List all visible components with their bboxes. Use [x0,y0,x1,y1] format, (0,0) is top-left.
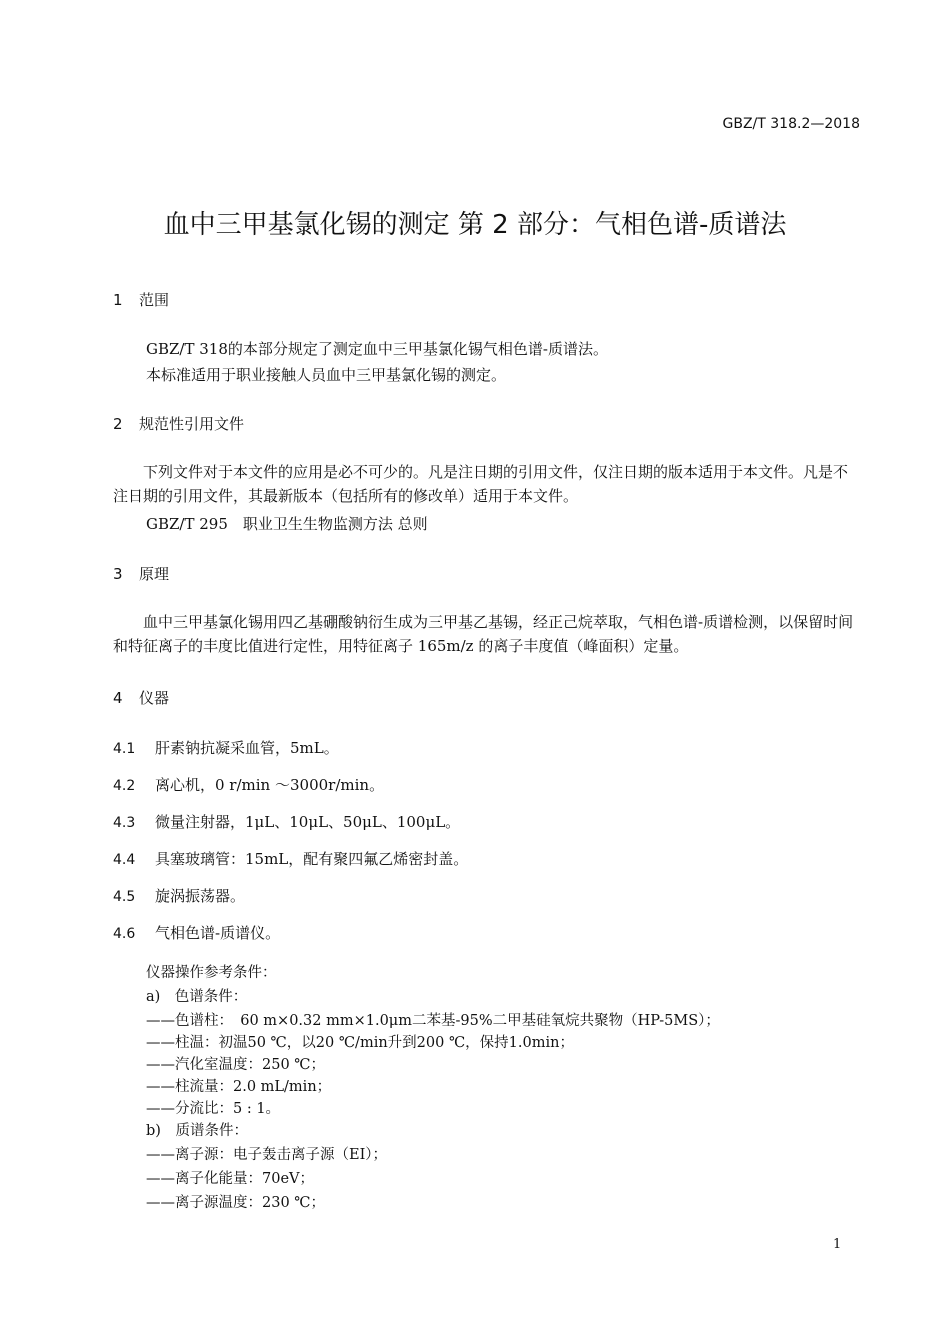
standard-code: GBZ/T 318.2—2018 [722,116,860,132]
item-text: 微量注射器，1μL、10μL、50μL、100μL。 [155,813,461,831]
list-item [113,922,280,943]
paragraph: 本标准适用于职业接触人员血中三甲基氯化锡的测定。 [146,366,507,384]
item-number: 4.4 [113,852,136,868]
list-item [113,774,384,795]
mass-spec-conditions-label: b) 质谱条件： [146,1123,248,1139]
list-item [113,885,245,906]
item-text: 旋涡振荡器。 [155,887,246,905]
item-text: 离心机，0 r/min ～3000r/min。 [155,776,385,794]
section-2-heading [113,413,244,434]
section-3-heading [113,563,169,584]
condition-line: ——离子源：电子轰击离子源（EI）； [146,1147,388,1163]
section-number: 1 [113,291,123,309]
document-title: 血中三甲基氯化锡的测定 第 2 部分：气相色谱-质谱法 [163,210,787,240]
condition-line: ——色谱柱： 60 m×0.32 mm×1.0μm二苯基-95%二甲基硅氧烷共聚物（HP-5MS）； [146,1013,720,1029]
section-4-heading [113,687,169,708]
page-number: 1 [833,1237,842,1252]
item-number: 4.3 [113,815,136,831]
item-text: 气相色谱-质谱仪。 [155,924,281,942]
item-number: 4.2 [113,778,136,794]
chromatography-conditions-label: a) 色谱条件： [146,989,248,1005]
section-number: 4 [113,689,123,707]
condition-line: ——离子源温度：230 ℃； [146,1195,326,1211]
item-number: 4.6 [113,926,136,942]
section-number: 2 [113,415,123,433]
item-number: 4.5 [113,889,136,905]
normative-reference: GBZ/T 295 职业卫生生物监测方法 总则 [146,515,428,533]
section-number: 3 [113,565,123,583]
condition-line: ——分流比：5 : 1。 [146,1101,281,1117]
section-title: 原理 [139,565,170,583]
item-number: 4.1 [113,741,136,757]
section-title: 范围 [139,291,170,309]
paragraph: GBZ/T 318的本部分规定了测定血中三甲基氯化锡气相色谱-质谱法。 [146,340,608,358]
item-text: 肝素钠抗凝采血管，5mL。 [155,739,339,757]
condition-line: ——柱温：初温50 ℃，以20 ℃/min升到200 ℃，保持1.0min； [146,1035,574,1051]
item-text: 具塞玻璃管：15mL，配有聚四氟乙烯密封盖。 [155,850,469,868]
paragraph: 下列文件对于本文件的应用是必不可少的。凡是注日期的引用文件，仅注日期的版本适用于本文件。凡是不注日期的引用文件，其最新版本（包括所有的修改单）适用于本文件。 [113,463,849,505]
condition-line: ——离子化能量：70eV； [146,1171,315,1187]
conditions-intro: 仪器操作参考条件： [146,965,277,981]
list-item [113,811,460,832]
section-1-heading [113,289,169,310]
section-title: 规范性引用文件 [139,415,245,433]
paragraph: 血中三甲基氯化锡用四乙基硼酸钠衍生成为三甲基乙基锡，经正己烷萃取，气相色谱-质谱检测，以保留时间和特征离子的丰度比值进行定性，用特征离子 165m/z 的离子丰度值（峰面积）定量。 [113,613,854,655]
condition-line: ——柱流量：2.0 mL/min； [146,1079,332,1095]
list-item [113,737,339,758]
list-item [113,848,468,869]
condition-line: ——汽化室温度：250 ℃； [146,1057,326,1073]
section-title: 仪器 [139,689,170,707]
